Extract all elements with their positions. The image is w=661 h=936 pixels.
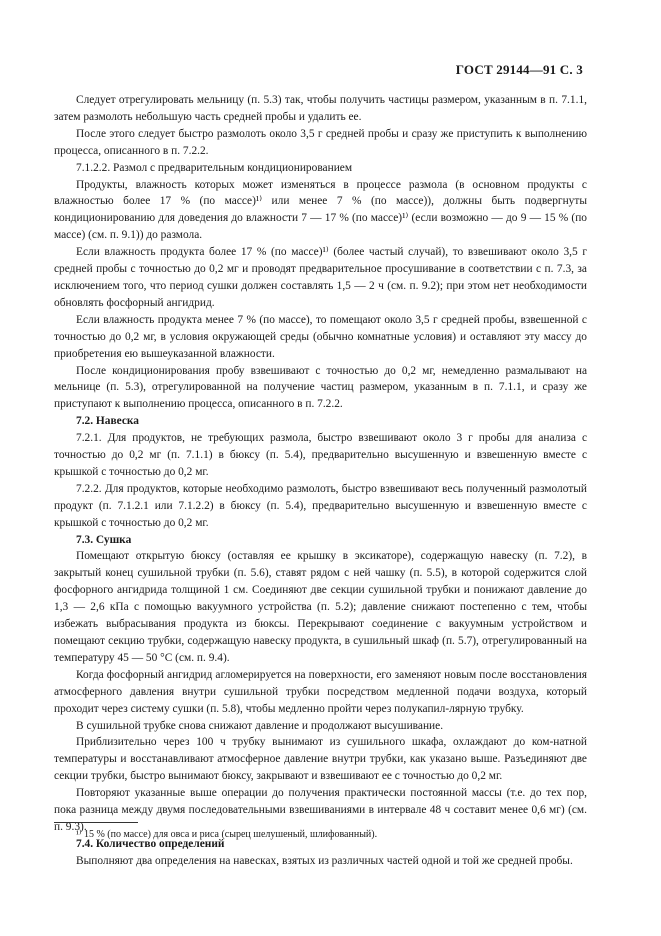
paragraph: Выполняют два определения на навесках, взятых из различных частей одной и той же средней пробы. xyxy=(76,854,573,867)
paragraph: 7.2.1. Для продуктов, не требующих размола, быстро взвешивают около 3 г пробы для анализа с точностью до 0,2 мг (п. 7.1.1) в бюксу (п. 5.4), предварительно высушенную и взвешенную вместе с крышкой с точностью до 0,2 мг. xyxy=(54,432,587,478)
paragraph: В сушильной трубке снова снижают давление и продолжают высушивание. xyxy=(76,719,444,732)
paragraph: Продукты, влажность которых может изменяться в процессе размола (в основном продукты с влажностью более 17 % (по массе)¹⁾ или менее 7 % (по массе)), должны быть подвергнуты кондиционированию для доведения до влажности 7 — 17 % (по массе)¹⁾ (если возможно — до 9 — 15 % (по массе) (см. п. 9.1)) до размола. xyxy=(54,178,587,242)
paragraph: После кондиционирования пробу взвешивают с точностью до 0,2 мг, немедленно размалывают на мельнице (п. 5.3), отрегулированной на получение частиц размером, указанным в п. 7.1.1, и сразу же приступают к выполнению процесса, описанного в п. 7.2.2. xyxy=(54,364,587,411)
paragraph: После этого следует быстро размолоть около 3,5 г средней пробы и сразу же приступить к выполнению процесса, описанного в п. 7.2.2. xyxy=(54,127,587,157)
paragraph: Приблизительно через 100 ч трубку вынимают из сушильного шкафа, охлаждают до ком-натной температуры и восстанавливают атмосферное давление внутри трубки, как указано выше. Разъединяют две секции трубки, быстро вынимают бюксу, закрывают и взвешивают ее с точностью до 0,2 мг. xyxy=(54,736,587,783)
section-heading: 7.4. Количество определений xyxy=(76,837,225,850)
section-heading: 7.3. Сушка xyxy=(76,533,132,546)
page-header: ГОСТ 29144—91 С. 3 xyxy=(455,62,583,77)
paragraph: Повторяют указанные выше операции до получения практически постоянной массы (т.е. до тех пор, пока разница между двумя последовательными взвешиваниями в интервале 48 ч составит менее 0,6 мг) (см. п. 9.3). xyxy=(54,787,587,833)
section-heading: 7.2. Навеска xyxy=(76,415,139,428)
paragraph: Когда фосфорный ангидрид агломерируется на поверхности, его заменяют новым после восстановления атмосферного давления внутри сушильной трубки посредством медленной подачи воздуха, который проходит через систему сушки (п. 5.8), чтобы медленно пройти через полукапил-лярную трубку. xyxy=(54,668,587,715)
paragraph: 7.2.2. Для продуктов, которые необходимо размолоть, быстро взвешивают весь полученный размолотый продукт (п. 7.1.2.1 или 7.1.2.2) в бюксу (п. 5.4), предварительно высушенную и взвешенную вместе с крышкой с точностью до 0,2 мг. xyxy=(54,482,587,529)
footnote-divider xyxy=(54,822,138,823)
paragraph: Следует отрегулировать мельницу (п. 5.3) так, чтобы получить частицы размером, указанным в п. 7.1.1, затем размолоть небольшую часть средней пробы и удалить ее. xyxy=(54,94,587,123)
footnote: ¹⁾ 15 % (по массе) для овса и риса (сырец шелушеный, шлифованный). xyxy=(76,829,378,840)
subsection-title: 7.1.2.2. Размол с предварительным кондиционированием xyxy=(76,161,353,174)
paragraph: Помещают открытую бюксу (оставляя ее крышку в эксикаторе), содержащую навеску (п. 7.2), в закрытый конец сушильной трубки (п. 5.6), ставят рядом с ней чашку (п. 5.5), в которой содержится слой фосфорного ангидрида толщиной 1 см. Соединяют две секции сушильной трубки и понижают давление до 1,3 — 2,6 кПа с помощью вакуумного устройства (п. 5.2); давление снижают постепенно с тем, чтобы избежать выбрасывания продукта из бюксы. Перекрывают соединение с вакуумным устройством и помещают секцию трубки, содержащую навеску продукта, в сушильный шкаф (п. 5.7), отрегулированный на температуру 45 — 50 °С (см. п. 9.4). xyxy=(54,550,587,664)
paragraph: Если влажность продукта менее 7 % (по массе), то помещают около 3,5 г средней пробы, взвешенной с точностью до 0,2 мг, в условия окружающей среды (обычно комнатные условия) и оставляют эту массу до приобретения ею вышеуказанной влажности. xyxy=(54,313,587,360)
paragraph: Если влажность продукта более 17 % (по массе)¹⁾ (более частый случай), то взвешивают около 3,5 г средней пробы с точностью до 0,2 мг и проводят предварительное просушивание в соответствии с п. 7.3, за исключением того, что период сушки должен составлять 1,5 — 2 ч (см. п. 9.2); при этом нет необходимости обновлять фосфорный ангидрид. xyxy=(54,246,587,309)
document-body xyxy=(54,92,587,870)
